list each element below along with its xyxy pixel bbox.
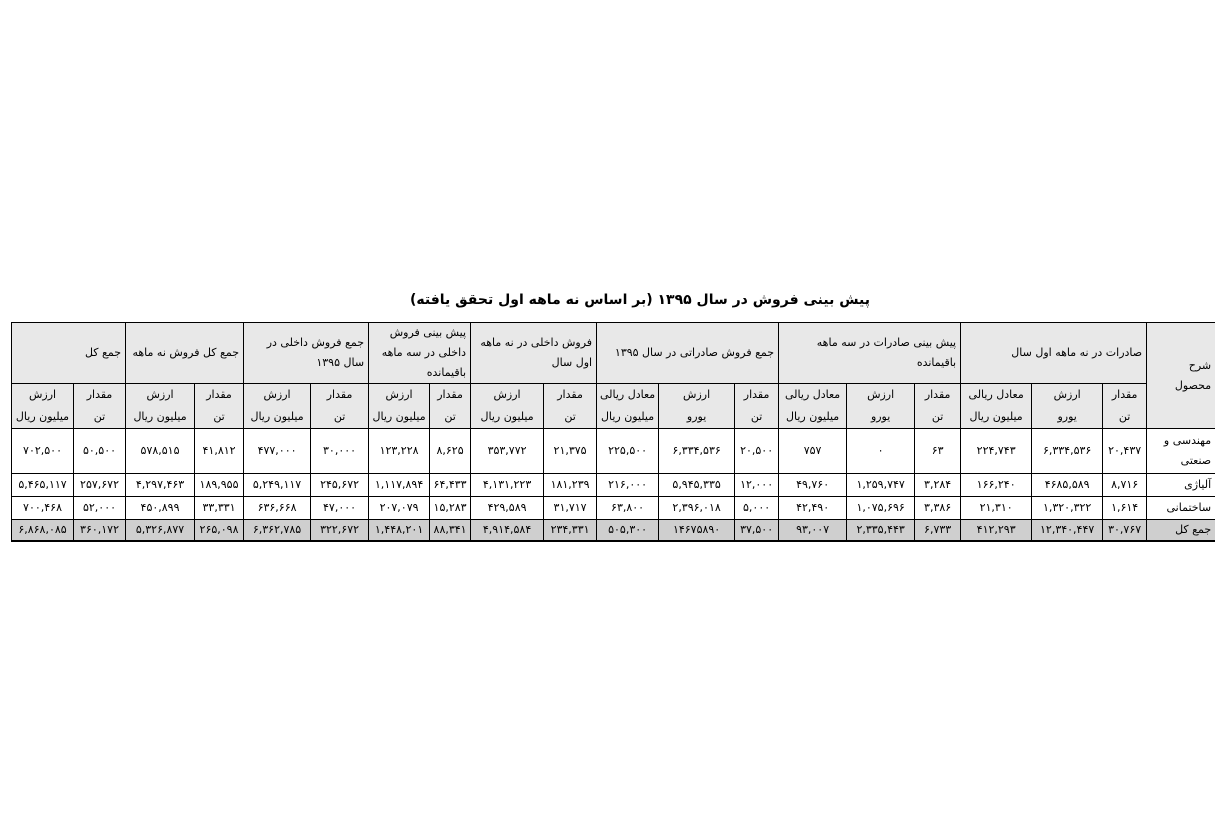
table-cell: ۶۳۶,۶۶۸ xyxy=(244,497,311,520)
subheader-unit: میلیون ریال xyxy=(244,406,311,429)
table-cell: ۲۲۵,۵۰۰ xyxy=(597,429,659,474)
table-cell: ۲۳۴,۳۳۱ xyxy=(544,520,597,542)
table-cell: ۷۰۰,۴۶۸ xyxy=(12,497,74,520)
table-cell: ۶,۳۶۲,۷۸۵ xyxy=(244,520,311,542)
table-cell: ۴۱,۸۱۲ xyxy=(195,429,244,474)
table-title: پیش بینی فروش در سال ۱۳۹۵ (بر اساس نه ماهه اول تحقق یافته) xyxy=(410,292,870,308)
table-cell: ۶,۷۳۳ xyxy=(915,520,961,542)
subheader-unit: میلیون ریال xyxy=(961,406,1032,429)
table-cell: ۳۳,۳۳۱ xyxy=(195,497,244,520)
table-cell: ۴,۱۳۱,۲۲۳ xyxy=(471,474,544,497)
table-cell: ۳۷,۵۰۰ xyxy=(735,520,779,542)
subheader-unit: تن xyxy=(915,406,961,429)
subheader-measure: مقدار xyxy=(544,384,597,407)
subheader-measure: مقدار xyxy=(1103,384,1147,407)
table-cell: ۲,۳۳۵,۴۴۳ xyxy=(847,520,915,542)
subheader-measure: ارزش xyxy=(126,384,195,407)
table-cell: ۶۴,۴۳۳ xyxy=(430,474,471,497)
row-header-cell: شرح محصول xyxy=(1147,323,1215,429)
table-cell: ۴۹,۷۶۰ xyxy=(779,474,847,497)
table-cell: ۸,۷۱۶ xyxy=(1103,474,1147,497)
subheader-unit: تن xyxy=(544,406,597,429)
table-cell: ۶,۸۶۸,۰۸۵ xyxy=(12,520,74,542)
subheader-unit: تن xyxy=(195,406,244,429)
subheader-unit: میلیون ریال xyxy=(12,406,74,429)
subheader-unit: تن xyxy=(311,406,369,429)
table-row xyxy=(12,497,1215,520)
group-header: جمع کل فروش نه ماهه xyxy=(126,323,244,384)
subheader-unit: یورو xyxy=(847,406,915,429)
table-cell: ۵,۴۶۵,۱۱۷ xyxy=(12,474,74,497)
subheader-unit: تن xyxy=(430,406,471,429)
group-header: پیش بینی فروش داخلی در سه ماهه باقیمانده xyxy=(369,323,471,384)
table-cell: ۲۶۵,۰۹۸ xyxy=(195,520,244,542)
table-cell: ۷۵۷ xyxy=(779,429,847,474)
subheader-row-unit xyxy=(12,406,1215,429)
table-cell: ۲۰,۴۳۷ xyxy=(1103,429,1147,474)
table-cell: ۴۲۹,۵۸۹ xyxy=(471,497,544,520)
table-cell: ۴,۹۱۴,۵۸۴ xyxy=(471,520,544,542)
table-cell: ۳,۲۸۴ xyxy=(915,474,961,497)
table-cell: ۱۵,۲۸۳ xyxy=(430,497,471,520)
table-cell: ۳۰,۷۶۷ xyxy=(1103,520,1147,542)
group-header: جمع فروش صادراتی در سال ۱۳۹۵ xyxy=(597,323,779,384)
table-cell: ۲۵۷,۶۷۲ xyxy=(74,474,126,497)
subheader-unit: میلیون ریال xyxy=(369,406,430,429)
group-header: فروش داخلی در نه ماهه اول سال xyxy=(471,323,597,384)
table-cell: ۶۳ xyxy=(915,429,961,474)
table-cell: ۵۰,۵۰۰ xyxy=(74,429,126,474)
table-cell: ۵,۹۴۵,۳۳۵ xyxy=(659,474,735,497)
group-header: پیش بینی صادرات در سه ماهه باقیمانده xyxy=(779,323,961,384)
total-row xyxy=(12,520,1215,542)
group-header-row xyxy=(12,323,1215,384)
table-cell: ۲۱,۳۷۵ xyxy=(544,429,597,474)
table-cell: ۴۱۲,۲۹۳ xyxy=(961,520,1032,542)
row-label: جمع کل xyxy=(1147,520,1215,542)
subheader-measure: مقدار xyxy=(915,384,961,407)
table-cell: ۲۱۶,۰۰۰ xyxy=(597,474,659,497)
subheader-unit: تن xyxy=(735,406,779,429)
subheader-unit: تن xyxy=(74,406,126,429)
table-cell: ۵۷۸,۵۱۵ xyxy=(126,429,195,474)
table-cell: ۱,۴۴۸,۲۰۱ xyxy=(369,520,430,542)
subheader-measure: ارزش xyxy=(12,384,74,407)
table-cell: ۱۸۱,۲۳۹ xyxy=(544,474,597,497)
subheader-measure: مقدار xyxy=(430,384,471,407)
subheader-unit: یورو xyxy=(659,406,735,429)
table-cell: ۱,۳۲۰,۳۲۲ xyxy=(1032,497,1103,520)
subheader-row-measure xyxy=(12,384,1215,407)
table-cell: ۳,۳۸۶ xyxy=(915,497,961,520)
table-cell: ۱,۱۱۷,۸۹۴ xyxy=(369,474,430,497)
table-cell: ۱,۶۱۴ xyxy=(1103,497,1147,520)
subheader-measure: معادل ریالی xyxy=(597,384,659,407)
group-header: جمع فروش داخلی در سال ۱۳۹۵ xyxy=(244,323,369,384)
row-label: آلیاژی xyxy=(1147,474,1215,497)
table-cell: ۵,۰۰۰ xyxy=(735,497,779,520)
table-cell: ۳۲۲,۶۷۲ xyxy=(311,520,369,542)
subheader-unit: میلیون ریال xyxy=(779,406,847,429)
subheader-unit: میلیون ریال xyxy=(471,406,544,429)
table-cell: ۴۶۸۵,۵۸۹ xyxy=(1032,474,1103,497)
table-cell: ۱۲,۰۰۰ xyxy=(735,474,779,497)
table-cell: ۳۶۰,۱۷۲ xyxy=(74,520,126,542)
table-cell: ۸۸,۳۴۱ xyxy=(430,520,471,542)
table-cell: ۴۷۷,۰۰۰ xyxy=(244,429,311,474)
subheader-unit: یورو xyxy=(1032,406,1103,429)
table-cell: ۲۰,۵۰۰ xyxy=(735,429,779,474)
table-cell: ۲۴۵,۶۷۲ xyxy=(311,474,369,497)
subheader-measure: ارزش xyxy=(244,384,311,407)
subheader-measure: ارزش xyxy=(659,384,735,407)
subheader-measure: ارزش xyxy=(369,384,430,407)
table-cell: ۲,۳۹۶,۰۱۸ xyxy=(659,497,735,520)
table-cell: ۱۸۹,۹۵۵ xyxy=(195,474,244,497)
table-cell: ۱۶۶,۲۴۰ xyxy=(961,474,1032,497)
table-cell: ۶,۳۳۴,۵۳۶ xyxy=(659,429,735,474)
subheader-measure: ارزش xyxy=(847,384,915,407)
table-cell: ۱۲۳,۲۲۸ xyxy=(369,429,430,474)
table-cell: ۲۲۴,۷۴۳ xyxy=(961,429,1032,474)
table-cell: ۱۴۶۷۵۸۹۰ xyxy=(659,520,735,542)
table-cell: ۲۱,۳۱۰ xyxy=(961,497,1032,520)
group-header: جمع کل xyxy=(12,323,126,384)
table-cell: ۳۰,۰۰۰ xyxy=(311,429,369,474)
subheader-unit: تن xyxy=(1103,406,1147,429)
row-label: مهندسی و صنعتی xyxy=(1147,429,1215,474)
table-row xyxy=(12,474,1215,497)
table-cell: ۴۷,۰۰۰ xyxy=(311,497,369,520)
subheader-measure: ارزش xyxy=(1032,384,1103,407)
subheader-measure: مقدار xyxy=(74,384,126,407)
group-header: صادرات در نه ماهه اول سال xyxy=(961,323,1147,384)
subheader-unit: میلیون ریال xyxy=(126,406,195,429)
table-row xyxy=(12,429,1215,474)
table-cell: ۱۲,۳۴۰,۴۴۷ xyxy=(1032,520,1103,542)
subheader-unit: میلیون ریال xyxy=(597,406,659,429)
subheader-measure: مقدار xyxy=(195,384,244,407)
subheader-measure: مقدار xyxy=(311,384,369,407)
subheader-measure: مقدار xyxy=(735,384,779,407)
table-cell: ۱,۰۷۵,۶۹۶ xyxy=(847,497,915,520)
table-cell: ۱,۲۵۹,۷۴۷ xyxy=(847,474,915,497)
table-cell: ۵,۳۲۶,۸۷۷ xyxy=(126,520,195,542)
table-cell: ۲۰۷,۰۷۹ xyxy=(369,497,430,520)
table-cell: ۶,۳۳۴,۵۳۶ xyxy=(1032,429,1103,474)
sales-forecast-table xyxy=(11,322,1215,542)
table-cell: ۷۰۲,۵۰۰ xyxy=(12,429,74,474)
subheader-measure: ارزش xyxy=(471,384,544,407)
table-cell: ۳۱,۷۱۷ xyxy=(544,497,597,520)
table-cell: ۵۰۵,۳۰۰ xyxy=(597,520,659,542)
row-label: ساختمانی xyxy=(1147,497,1215,520)
subheader-measure: معادل ریالی xyxy=(961,384,1032,407)
table-cell: ۵,۲۴۹,۱۱۷ xyxy=(244,474,311,497)
table-cell: ۶۳,۸۰۰ xyxy=(597,497,659,520)
table-cell: ۹۳,۰۰۷ xyxy=(779,520,847,542)
subheader-measure: معادل ریالی xyxy=(779,384,847,407)
table-cell: ۰ xyxy=(847,429,915,474)
table-cell: ۵۲,۰۰۰ xyxy=(74,497,126,520)
table-cell: ۸,۶۲۵ xyxy=(430,429,471,474)
table-cell: ۴,۲۹۷,۴۶۳ xyxy=(126,474,195,497)
table-cell: ۳۵۳,۷۷۲ xyxy=(471,429,544,474)
table-cell: ۴۲,۴۹۰ xyxy=(779,497,847,520)
table-cell: ۴۵۰,۸۹۹ xyxy=(126,497,195,520)
